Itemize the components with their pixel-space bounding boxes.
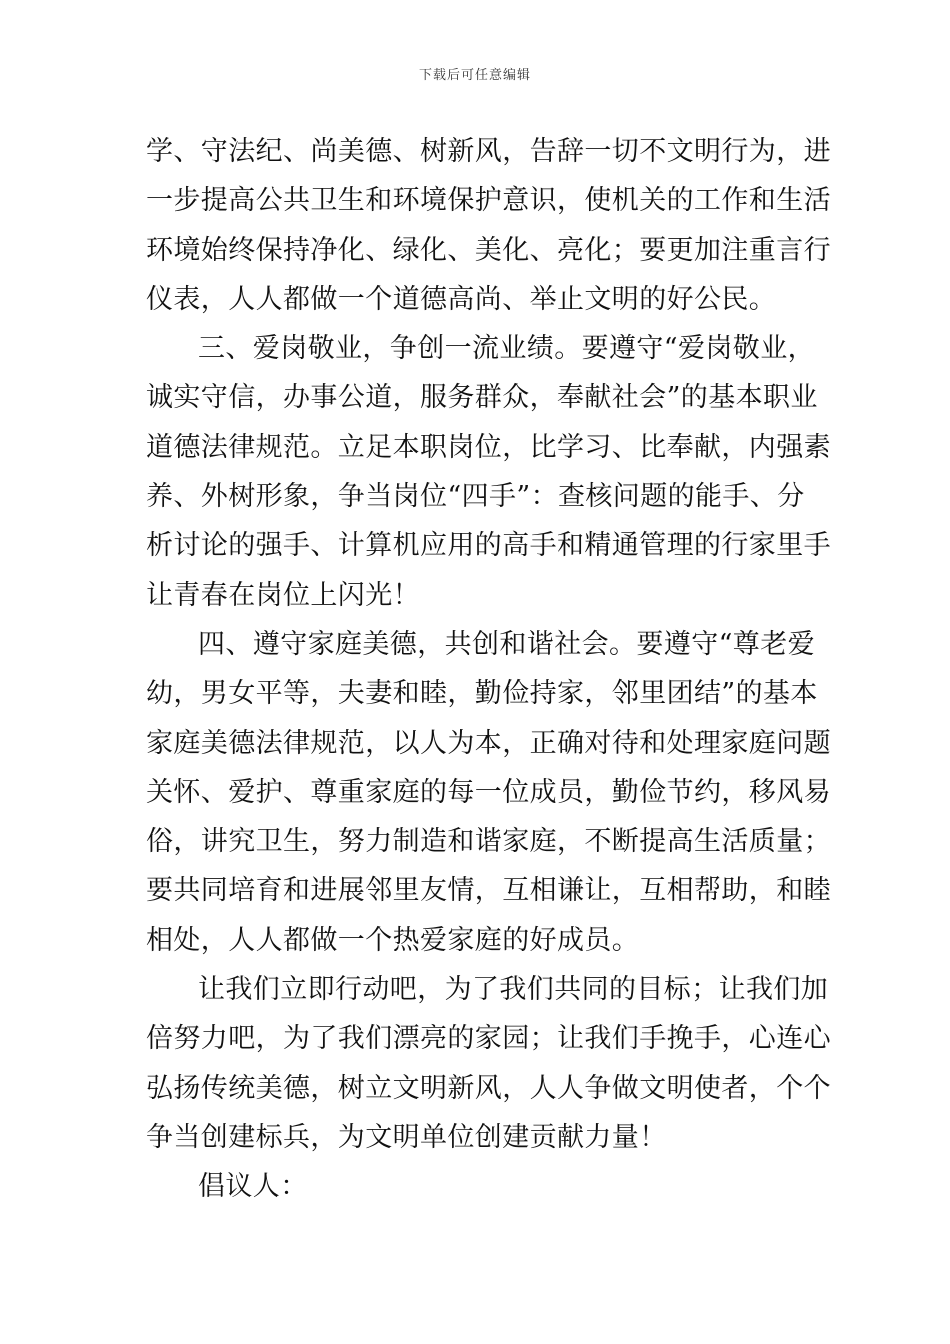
text-line: 争当创建标兵，为文明单位创建贡献力量！ xyxy=(146,1121,667,1153)
paragraph-start-line: 让我们立即行动吧，为了我们共同的目标；让我们加 xyxy=(198,974,829,1006)
text-line: 俗，讲究卫生，努力制造和谐家庭，不断提高生活质量； xyxy=(146,826,831,858)
paragraph-start-line: 四、遵守家庭美德，共创和谐社会。要遵守“尊老爱 xyxy=(198,628,816,660)
paragraph-start-line: 三、爱岗敬业，争创一流业绩。要遵守“爱岗敬业， xyxy=(198,333,816,365)
text-line: 家庭美德法律规范，以人为本，正确对待和处理家庭问题 xyxy=(146,727,831,759)
page-header: 下载后可任意编辑 xyxy=(418,68,531,83)
text-line: 让青春在岗位上闪光！ xyxy=(146,579,420,611)
text-line: 相处，人人都做一个热爱家庭的好成员。 xyxy=(146,924,640,956)
text-line: 要共同培育和进展邻里友情，互相谦让，互相帮助，和睦 xyxy=(146,875,831,907)
text-line: 道德法律规范。立足本职岗位，比学习、比奉献，内强素 xyxy=(146,431,831,463)
text-line: 学、守法纪、尚美德、树新风，告辞一切不文明行为，进 xyxy=(146,136,831,167)
text-line: 析讨论的强手、计算机应用的高手和精通管理的行家里手 xyxy=(146,530,831,562)
text-line: 倍努力吧，为了我们漂亮的家园；让我们手挽手，心连心 xyxy=(146,1023,831,1055)
signature-label-line: 倡议人： xyxy=(198,1171,308,1203)
text-line: 一步提高公共卫生和环境保护意识，使机关的工作和生活 xyxy=(146,185,831,217)
text-line: 幼，男女平等，夫妻和睦，勤俭持家，邻里团结”的基本 xyxy=(146,678,818,710)
text-line: 养、外树形象，争当岗位“四手”：查核问题的能手、分 xyxy=(146,481,805,513)
text-line: 弘扬传统美德，树立文明新风，人人争做文明使者，个个 xyxy=(146,1072,831,1104)
text-line: 关怀、爱护、尊重家庭的每一位成员，勤俭节约，移风易 xyxy=(146,776,831,808)
document-body xyxy=(146,127,831,1212)
text-line: 环境始终保持净化、绿化、美化、亮化；要更加注重言行 xyxy=(146,234,831,266)
text-line: 诚实守信，办事公道，服务群众，奉献社会”的基本职业 xyxy=(146,382,818,414)
text-line: 仪表，人人都做一个道德高尚、举止文明的好公民。 xyxy=(146,283,777,315)
